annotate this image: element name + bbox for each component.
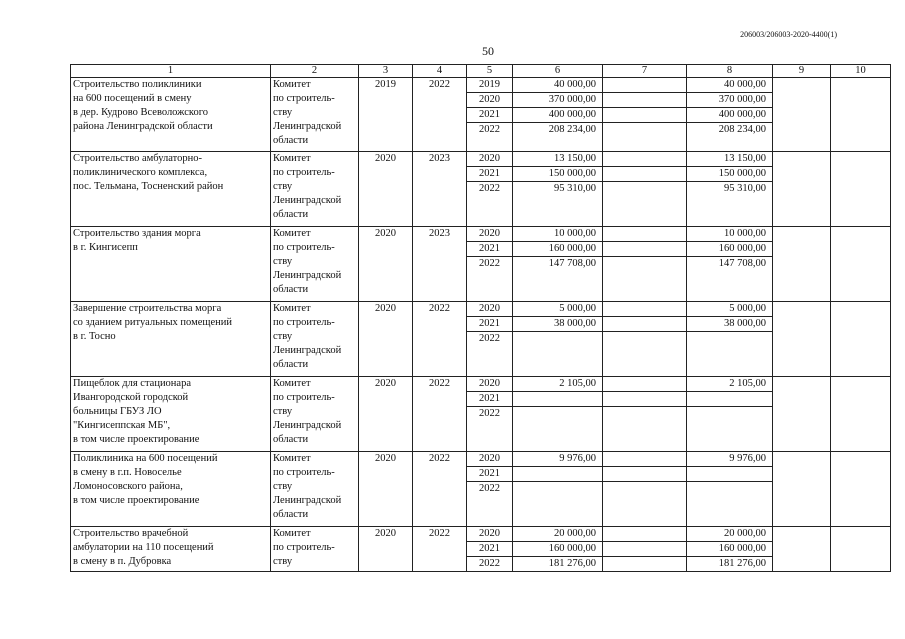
column-header: 7 — [603, 65, 687, 78]
amount-col8: 20 000,00 — [687, 527, 773, 542]
object-name: Строительство здания морга в г. Кингисепп — [71, 227, 271, 302]
amount-col8: 13 150,00 — [687, 152, 773, 167]
amount-col7 — [603, 167, 687, 182]
amount-col10 — [831, 302, 891, 377]
amount-col9 — [773, 78, 831, 152]
amount-col6 — [513, 332, 603, 377]
amount-col8 — [687, 332, 773, 377]
start-year: 2019 — [359, 78, 413, 152]
end-year: 2023 — [413, 227, 467, 302]
amount-col8: 400 000,00 — [687, 108, 773, 123]
amount-col8: 208 234,00 — [687, 123, 773, 152]
end-year: 2023 — [413, 152, 467, 227]
amount-col7 — [603, 152, 687, 167]
amount-col6: 10 000,00 — [513, 227, 603, 242]
amount-col8: 160 000,00 — [687, 542, 773, 557]
funding-year: 2021 — [467, 542, 513, 557]
funding-year: 2022 — [467, 482, 513, 527]
amount-col6: 370 000,00 — [513, 93, 603, 108]
amount-col8 — [687, 392, 773, 407]
amount-col10 — [831, 452, 891, 527]
funding-year: 2022 — [467, 407, 513, 452]
amount-col8: 40 000,00 — [687, 78, 773, 93]
object-name: Строительство амбулаторно- поликлинического комплекса, пос. Тельмана, Тосненский район — [71, 152, 271, 227]
amount-col7 — [603, 93, 687, 108]
amount-col6: 400 000,00 — [513, 108, 603, 123]
amount-col10 — [831, 78, 891, 152]
amount-col8: 9 976,00 — [687, 452, 773, 467]
table-row — [71, 152, 891, 167]
end-year: 2022 — [413, 78, 467, 152]
end-year: 2022 — [413, 527, 467, 572]
amount-col9 — [773, 527, 831, 572]
amount-col8 — [687, 407, 773, 452]
customer-name: Комитет по строитель- ству Ленинградской области — [271, 377, 359, 452]
header-row — [71, 65, 891, 78]
funding-year: 2021 — [467, 242, 513, 257]
start-year: 2020 — [359, 302, 413, 377]
amount-col7 — [603, 257, 687, 302]
customer-name: Комитет по строитель- ству — [271, 527, 359, 572]
amount-col10 — [831, 527, 891, 572]
amount-col6 — [513, 467, 603, 482]
object-name: Строительство поликлиники на 600 посещений в смену в дер. Кудрово Всеволожского района Ленинградской области — [71, 78, 271, 152]
amount-col6 — [513, 407, 603, 452]
funding-year: 2020 — [467, 302, 513, 317]
funding-year: 2020 — [467, 152, 513, 167]
amount-col7 — [603, 332, 687, 377]
table-row — [71, 227, 891, 242]
funding-year: 2022 — [467, 257, 513, 302]
end-year: 2022 — [413, 452, 467, 527]
amount-col6: 20 000,00 — [513, 527, 603, 542]
column-header: 10 — [831, 65, 891, 78]
start-year: 2020 — [359, 152, 413, 227]
amount-col8: 2 105,00 — [687, 377, 773, 392]
funding-year: 2022 — [467, 557, 513, 572]
object-name: Поликлиника на 600 посещений в смену в г.п. Новоселье Ломоносовского района, в том числе проектирование — [71, 452, 271, 527]
column-header: 8 — [687, 65, 773, 78]
amount-col6: 160 000,00 — [513, 242, 603, 257]
amount-col6: 181 276,00 — [513, 557, 603, 572]
amount-col8: 370 000,00 — [687, 93, 773, 108]
amount-col9 — [773, 377, 831, 452]
amount-col6: 13 150,00 — [513, 152, 603, 167]
object-name: Пищеблок для стационара Ивангородской городской больницы ГБУЗ ЛО "Кингисеппская МБ", в том числе проектирование — [71, 377, 271, 452]
amount-col9 — [773, 452, 831, 527]
customer-name: Комитет по строитель- ству Ленинградской области — [271, 78, 359, 152]
column-header: 3 — [359, 65, 413, 78]
amount-col7 — [603, 392, 687, 407]
start-year: 2020 — [359, 377, 413, 452]
amount-col7 — [603, 123, 687, 152]
amount-col7 — [603, 317, 687, 332]
amount-col7 — [603, 242, 687, 257]
amount-col10 — [831, 152, 891, 227]
column-header: 5 — [467, 65, 513, 78]
amount-col6: 5 000,00 — [513, 302, 603, 317]
start-year: 2020 — [359, 527, 413, 572]
funding-year: 2021 — [467, 108, 513, 123]
table-row — [71, 377, 891, 392]
column-header: 1 — [71, 65, 271, 78]
amount-col8 — [687, 482, 773, 527]
funding-year: 2019 — [467, 78, 513, 93]
amount-col8: 150 000,00 — [687, 167, 773, 182]
amount-col6: 9 976,00 — [513, 452, 603, 467]
amount-col7 — [603, 227, 687, 242]
amount-col7 — [603, 527, 687, 542]
amount-col7 — [603, 302, 687, 317]
amount-col6: 38 000,00 — [513, 317, 603, 332]
amount-col9 — [773, 152, 831, 227]
customer-name: Комитет по строитель- ству Ленинградской области — [271, 152, 359, 227]
customer-name: Комитет по строитель- ству Ленинградской области — [271, 302, 359, 377]
budget-table — [70, 64, 891, 572]
start-year: 2020 — [359, 227, 413, 302]
amount-col6: 160 000,00 — [513, 542, 603, 557]
amount-col7 — [603, 482, 687, 527]
amount-col6: 150 000,00 — [513, 167, 603, 182]
funding-year: 2020 — [467, 227, 513, 242]
amount-col6: 2 105,00 — [513, 377, 603, 392]
amount-col7 — [603, 557, 687, 572]
amount-col8: 181 276,00 — [687, 557, 773, 572]
amount-col8: 38 000,00 — [687, 317, 773, 332]
funding-year: 2020 — [467, 527, 513, 542]
customer-name: Комитет по строитель- ству Ленинградской области — [271, 227, 359, 302]
amount-col7 — [603, 377, 687, 392]
funding-year: 2022 — [467, 182, 513, 227]
amount-col6: 95 310,00 — [513, 182, 603, 227]
customer-name: Комитет по строитель- ству Ленинградской области — [271, 452, 359, 527]
funding-year: 2020 — [467, 452, 513, 467]
column-header: 6 — [513, 65, 603, 78]
amount-col7 — [603, 78, 687, 93]
amount-col7 — [603, 467, 687, 482]
amount-col8: 10 000,00 — [687, 227, 773, 242]
amount-col8: 147 708,00 — [687, 257, 773, 302]
funding-year: 2021 — [467, 467, 513, 482]
document-code: 206003/206003-2020-4400(1) — [740, 30, 837, 39]
amount-col8: 95 310,00 — [687, 182, 773, 227]
amount-col6: 147 708,00 — [513, 257, 603, 302]
column-header: 9 — [773, 65, 831, 78]
amount-col6: 40 000,00 — [513, 78, 603, 93]
object-name: Завершение строительства морга со зданием ритуальных помещений в г. Тосно — [71, 302, 271, 377]
amount-col9 — [773, 227, 831, 302]
amount-col6: 208 234,00 — [513, 123, 603, 152]
amount-col8: 5 000,00 — [687, 302, 773, 317]
funding-year: 2020 — [467, 377, 513, 392]
amount-col10 — [831, 377, 891, 452]
funding-year: 2022 — [467, 123, 513, 152]
amount-col6 — [513, 482, 603, 527]
amount-col7 — [603, 182, 687, 227]
amount-col7 — [603, 407, 687, 452]
table-row — [71, 527, 891, 542]
amount-col8: 160 000,00 — [687, 242, 773, 257]
funding-year: 2020 — [467, 93, 513, 108]
amount-col8 — [687, 467, 773, 482]
end-year: 2022 — [413, 302, 467, 377]
amount-col9 — [773, 302, 831, 377]
funding-year: 2022 — [467, 332, 513, 377]
funding-year: 2021 — [467, 167, 513, 182]
end-year: 2022 — [413, 377, 467, 452]
table-row — [71, 78, 891, 93]
object-name: Строительство врачебной амбулатории на 110 посещений в смену в п. Дубровка — [71, 527, 271, 572]
amount-col7 — [603, 108, 687, 123]
amount-col10 — [831, 227, 891, 302]
amount-col7 — [603, 542, 687, 557]
amount-col6 — [513, 392, 603, 407]
amount-col7 — [603, 452, 687, 467]
table-row — [71, 452, 891, 467]
column-header: 4 — [413, 65, 467, 78]
start-year: 2020 — [359, 452, 413, 527]
funding-year: 2021 — [467, 317, 513, 332]
funding-year: 2021 — [467, 392, 513, 407]
table-row — [71, 302, 891, 317]
column-header: 2 — [271, 65, 359, 78]
page-number: 50 — [482, 44, 494, 58]
